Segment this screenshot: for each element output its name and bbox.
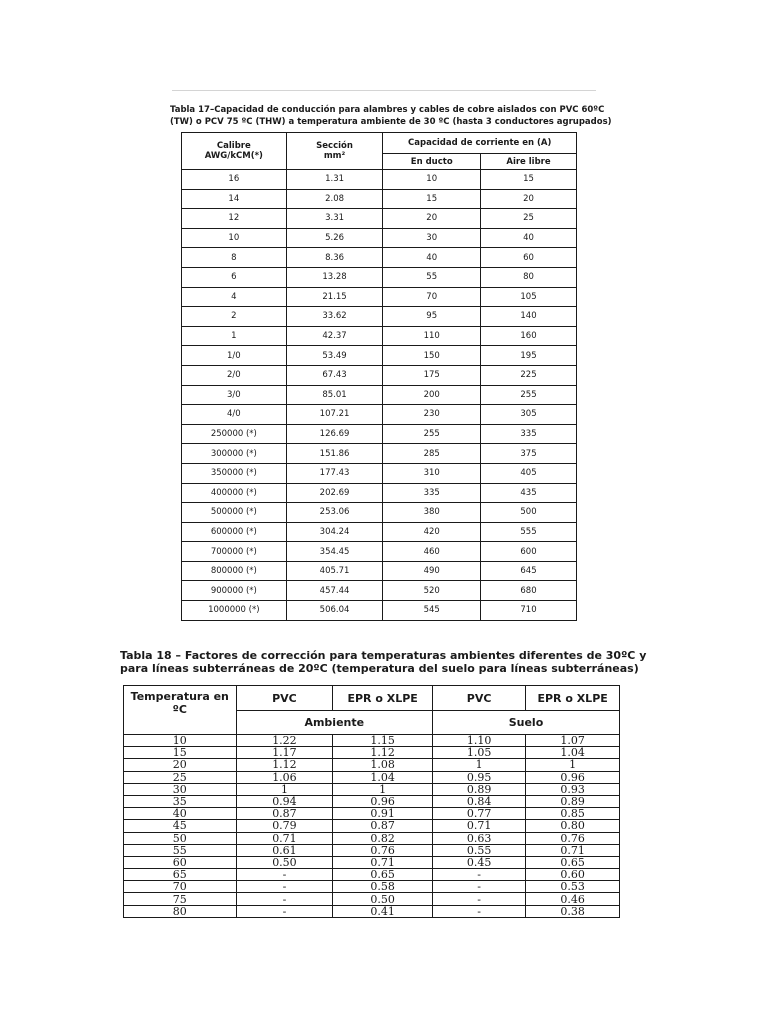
table-row [182,326,577,346]
table-cell: 0.45 [432,856,525,868]
table-cell: - [236,881,333,893]
table18-title-line2: para líneas subterráneas de 20ºC (temperatura del suelo para líneas subterráneas) [120,662,639,675]
table-cell: 40 [383,248,481,268]
table-cell: 506.04 [286,601,383,621]
table17-header-aire-libre: Aire libre [481,154,577,170]
table-cell: 0.96 [526,771,620,783]
table-row [182,228,577,248]
table-cell: 140 [481,307,577,327]
table-cell: 15 [383,189,481,209]
table-cell: 1.06 [236,771,333,783]
table-cell: 0.50 [333,893,433,905]
table-cell: 0.50 [236,856,333,868]
table-cell: 10 [182,228,287,248]
table-cell: 0.96 [333,795,433,807]
table-cell: 35 [124,795,237,807]
table-row [182,307,577,327]
table-cell: 375 [481,444,577,464]
table-cell: 107.21 [286,405,383,425]
table-cell: 710 [481,601,577,621]
table-cell: 0.38 [526,905,620,917]
table-cell: 60 [481,248,577,268]
table-cell: 1 [432,759,525,771]
table-cell: 0.71 [526,844,620,856]
table-cell: 700000 (*) [182,542,287,562]
table-cell: 0.61 [236,844,333,856]
table-row [124,832,620,844]
table18-title [120,649,647,675]
table-cell: 2 [182,307,287,327]
table-cell: 435 [481,483,577,503]
table-cell: 0.71 [432,820,525,832]
table-cell: 500000 (*) [182,503,287,523]
table-cell: 285 [383,444,481,464]
table-cell: 335 [481,424,577,444]
table18-header-pvc-suelo: PVC [432,686,525,711]
table-cell: 1.05 [432,747,525,759]
table-cell: 160 [481,326,577,346]
table-cell: 2/0 [182,365,287,385]
table-cell: 0.41 [333,905,433,917]
table-cell: 65 [124,869,237,881]
table-cell: 490 [383,561,481,581]
table-cell: 0.79 [236,820,333,832]
table-cell: 600 [481,542,577,562]
table-cell: 1.22 [236,735,333,747]
table-cell: 4/0 [182,405,287,425]
table-row [182,287,577,307]
table-row [182,170,577,190]
table-cell: 520 [383,581,481,601]
table-cell: 0.91 [333,808,433,820]
table-cell: 0.71 [236,832,333,844]
table-cell: 53.49 [286,346,383,366]
table18-title-line1: Tabla 18 – Factores de corrección para temperaturas ambientes diferentes de 30ºC y [120,649,647,662]
table-cell: 95 [383,307,481,327]
table-cell: 0.82 [333,832,433,844]
table-cell: 1.07 [526,735,620,747]
table-cell: 0.94 [236,795,333,807]
table-row [124,844,620,856]
table17-header-en-ducto: En ducto [383,154,481,170]
table-cell: 175 [383,365,481,385]
table-cell: 0.46 [526,893,620,905]
table-cell: 50 [124,832,237,844]
table-cell: 335 [383,483,481,503]
table-cell: 20 [383,209,481,229]
table-cell: 1.12 [333,747,433,759]
table-cell: 0.65 [526,856,620,868]
table-cell: 105 [481,287,577,307]
table-cell: 3.31 [286,209,383,229]
table-cell: 40 [481,228,577,248]
table-row [124,905,620,917]
table17-title-line1: Tabla 17–Capacidad de conducción para alambres y cables de cobre aislados con PVC 60ºC [170,105,605,115]
table-row [182,209,577,229]
table-row [182,365,577,385]
table-cell: 310 [383,463,481,483]
table-cell: 14 [182,189,287,209]
table-row [124,735,620,747]
table-cell: 0.95 [432,771,525,783]
table-cell: 420 [383,522,481,542]
table-cell: 255 [481,385,577,405]
table-cell: 0.93 [526,783,620,795]
table18-header-epr-ambiente: EPR o XLPE [333,686,433,711]
table-cell: 900000 (*) [182,581,287,601]
table-cell: 600000 (*) [182,522,287,542]
table-cell: 380 [383,503,481,523]
table-cell: 405 [481,463,577,483]
table-row [124,881,620,893]
table-cell: - [236,905,333,917]
top-divider [172,90,596,91]
table-cell: 55 [124,844,237,856]
table17-title [170,104,612,128]
table-cell: 25 [481,209,577,229]
table-cell: 20 [124,759,237,771]
table-cell: 1000000 (*) [182,601,287,621]
table-cell: 150 [383,346,481,366]
table-cell: 1.15 [333,735,433,747]
table-cell: - [432,893,525,905]
table-row [124,795,620,807]
table-cell: 800000 (*) [182,561,287,581]
table-cell: 6 [182,267,287,287]
table-cell: 0.87 [333,820,433,832]
table-cell: 1 [236,783,333,795]
table-row [182,503,577,523]
table-cell: 5.26 [286,228,383,248]
table-row [182,483,577,503]
table-cell: 12 [182,209,287,229]
table-cell: 1 [333,783,433,795]
table17-header-capacidad: Capacidad de corriente en (A) [383,133,577,154]
table-cell: 0.71 [333,856,433,868]
table-row [182,601,577,621]
table-row [182,248,577,268]
table-row [124,747,620,759]
table-cell: 1.10 [432,735,525,747]
table-row [124,856,620,868]
table-cell: 151.86 [286,444,383,464]
table-cell: 0.87 [236,808,333,820]
table-cell: 13.28 [286,267,383,287]
table-cell: 70 [383,287,481,307]
table-row [182,581,577,601]
table-cell: 457.44 [286,581,383,601]
table-cell: 1.12 [236,759,333,771]
table-cell: 30 [124,783,237,795]
table-cell: 0.60 [526,869,620,881]
table-cell: 0.77 [432,808,525,820]
table-row [182,463,577,483]
table-cell: 177.43 [286,463,383,483]
table-cell: 40 [124,808,237,820]
table18-body [124,735,620,918]
table17 [181,132,577,621]
table18-header-pvc-ambiente: PVC [236,686,333,711]
table18 [123,685,620,918]
table-cell: 60 [124,856,237,868]
table-cell: - [432,869,525,881]
table-row [182,267,577,287]
table-cell: 15 [124,747,237,759]
table18-header-suelo: Suelo [432,711,619,735]
table-cell: 0.85 [526,808,620,820]
table-cell: 0.76 [333,844,433,856]
table-cell: 1/0 [182,346,287,366]
table-cell: 460 [383,542,481,562]
table-row [124,893,620,905]
table-cell: 405.71 [286,561,383,581]
table-cell: 305 [481,405,577,425]
table-cell: 10 [124,735,237,747]
table-cell: - [432,881,525,893]
table-cell: 8 [182,248,287,268]
table-cell: 75 [124,893,237,905]
table-cell: 25 [124,771,237,783]
table18-header-epr-suelo: EPR o XLPE [526,686,620,711]
table-cell: 16 [182,170,287,190]
table-row [182,561,577,581]
table-cell: 4 [182,287,287,307]
table-cell: 350000 (*) [182,463,287,483]
table-cell: 1.31 [286,170,383,190]
table-cell: 0.65 [333,869,433,881]
table-cell: 230 [383,405,481,425]
table-cell: 10 [383,170,481,190]
table-row [182,522,577,542]
table-cell: 0.63 [432,832,525,844]
table-cell: 85.01 [286,385,383,405]
table-row [124,820,620,832]
table-cell: 0.89 [432,783,525,795]
table-cell: 195 [481,346,577,366]
table17-header-calibre: Calibre AWG/kCM(*) [182,133,287,170]
table-row [124,759,620,771]
table-cell: 0.55 [432,844,525,856]
table-cell: 1.04 [333,771,433,783]
table-cell: 545 [383,601,481,621]
table-row [182,189,577,209]
table-cell: 0.89 [526,795,620,807]
table-cell: 354.45 [286,542,383,562]
table-cell: 253.06 [286,503,383,523]
table-cell: 300000 (*) [182,444,287,464]
table-cell: 80 [481,267,577,287]
table-cell: 33.62 [286,307,383,327]
table-cell: 304.24 [286,522,383,542]
table-row [182,424,577,444]
table-cell: 200 [383,385,481,405]
table-row [182,542,577,562]
table-cell: 2.08 [286,189,383,209]
table-cell: 80 [124,905,237,917]
table-cell: 55 [383,267,481,287]
table-cell: 21.15 [286,287,383,307]
table-cell: - [236,893,333,905]
table-row [124,771,620,783]
table18-header-temperatura: Temperatura en ºC [124,686,237,735]
table-cell: 0.76 [526,832,620,844]
table-row [124,869,620,881]
table-cell: 30 [383,228,481,248]
table-cell: - [432,905,525,917]
table-cell: 42.37 [286,326,383,346]
table-cell: 250000 (*) [182,424,287,444]
table-cell: 1.08 [333,759,433,771]
table-cell: 70 [124,881,237,893]
table-row [124,783,620,795]
table-cell: 0.80 [526,820,620,832]
table-cell: 400000 (*) [182,483,287,503]
table-cell: 500 [481,503,577,523]
table-cell: 15 [481,170,577,190]
table-cell: 1 [526,759,620,771]
table-cell: 255 [383,424,481,444]
table-cell: 0.53 [526,881,620,893]
table-cell: 202.69 [286,483,383,503]
table-cell: - [236,869,333,881]
table-cell: 1 [182,326,287,346]
table-cell: 680 [481,581,577,601]
table-cell: 645 [481,561,577,581]
table-cell: 67.43 [286,365,383,385]
table17-header-seccion: Sección mm² [286,133,383,170]
table-cell: 225 [481,365,577,385]
table17-title-line2: (TW) o PCV 75 ºC (THW) a temperatura ambiente de 30 ºC (hasta 3 conductores agrupados) [170,117,612,127]
table-cell: 3/0 [182,385,287,405]
table-cell: 126.69 [286,424,383,444]
table-row [182,385,577,405]
table-cell: 1.17 [236,747,333,759]
table-cell: 45 [124,820,237,832]
table-cell: 0.84 [432,795,525,807]
table-row [182,405,577,425]
table-cell: 110 [383,326,481,346]
table-cell: 0.58 [333,881,433,893]
table-cell: 8.36 [286,248,383,268]
table-cell: 555 [481,522,577,542]
table17-body [182,170,577,621]
table-cell: 1.04 [526,747,620,759]
table-cell: 20 [481,189,577,209]
table-row [182,444,577,464]
table-row [182,346,577,366]
table18-header-ambiente: Ambiente [236,711,432,735]
table-row [124,808,620,820]
